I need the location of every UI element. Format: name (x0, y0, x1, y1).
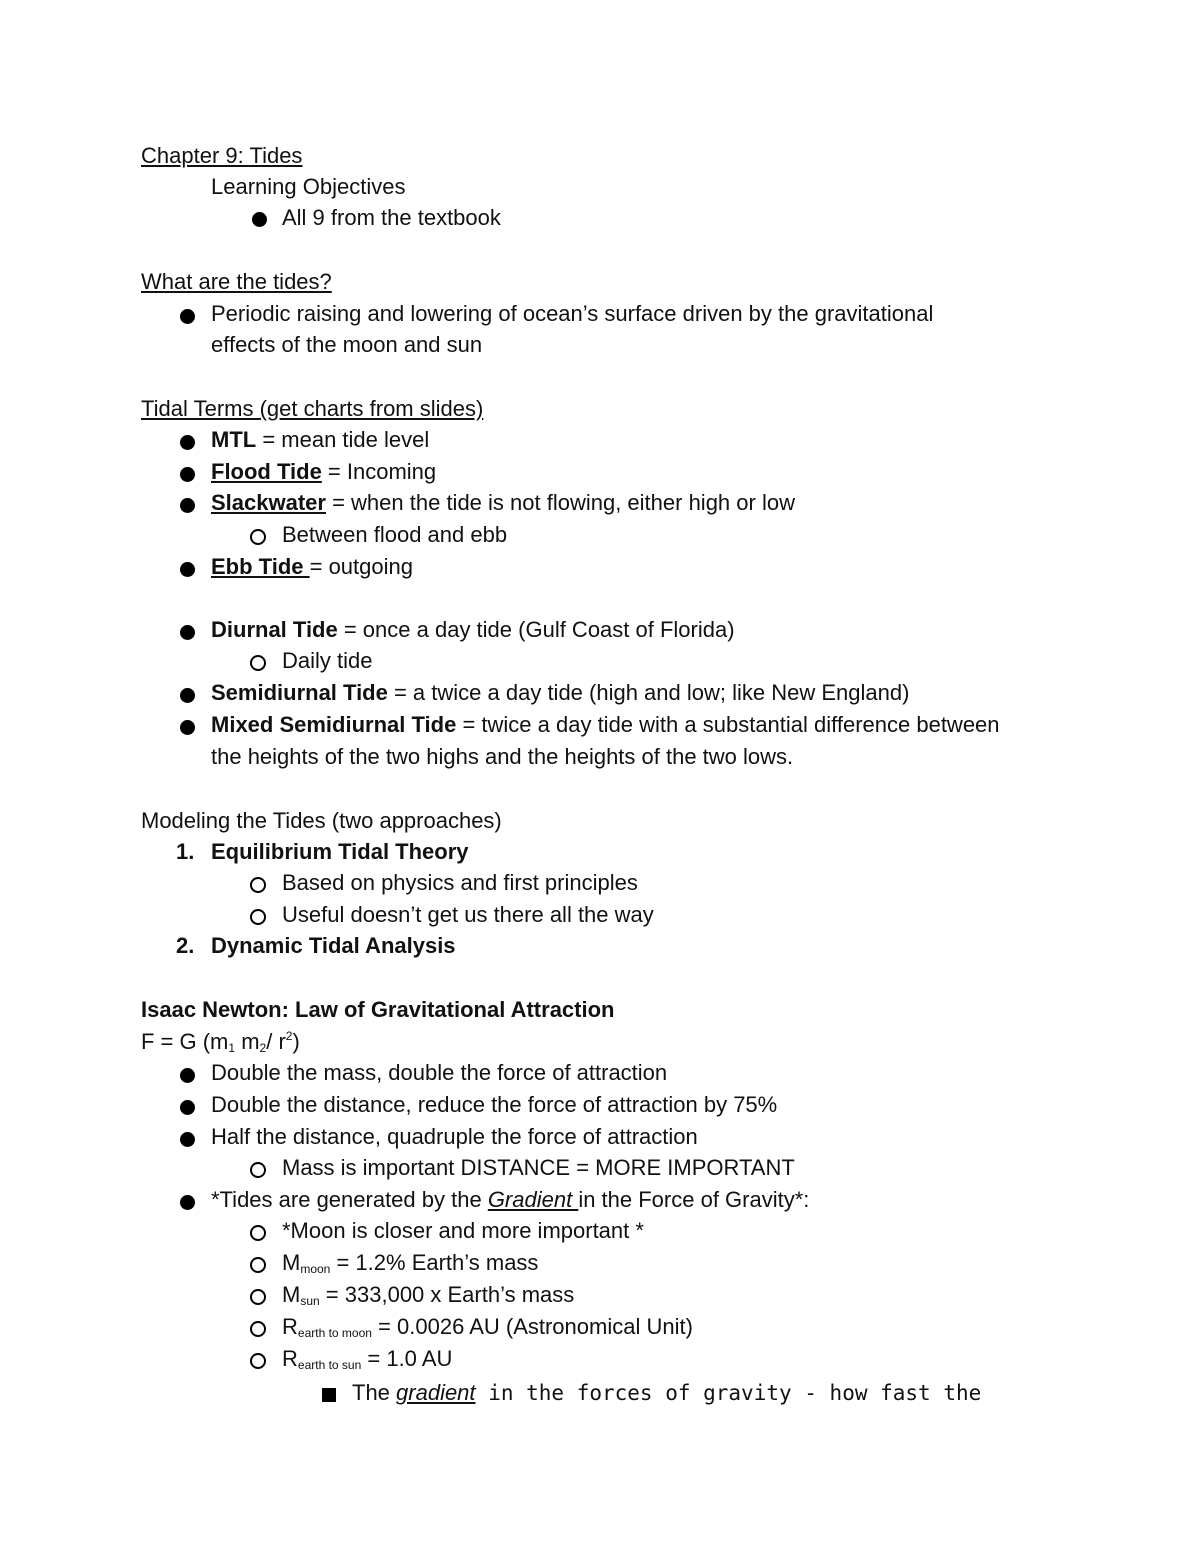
term-semidiurnal (211, 679, 909, 707)
term-mixed-definition: = twice a day tide with a substantial difference between (456, 712, 1000, 737)
term-flood-label: Flood Tide (211, 459, 322, 484)
gradient-word: gradient (396, 1380, 476, 1405)
newton-bullet-3-sub: Mass is important DISTANCE = MORE IMPORTANT (282, 1155, 795, 1180)
bullet-circle-icon (250, 1353, 266, 1369)
chapter-title: Chapter 9: Tides (141, 143, 303, 168)
bullet-disc-icon (180, 309, 195, 324)
bullet-disc-icon (180, 1195, 195, 1210)
term-slack-sub: Between flood and ebb (282, 522, 508, 547)
newton-bullet-2: Double the distance, reduce the force of attraction by 75% (211, 1092, 778, 1117)
bullet-circle-icon (250, 909, 266, 925)
modeling-item-dynamic: Dynamic Tidal Analysis (211, 933, 456, 958)
modeling-item1-sub2: Useful doesn’t get us there all the way (282, 902, 654, 927)
bullet-circle-icon (250, 1225, 266, 1241)
gradient-word: Gradient (487, 1187, 579, 1212)
term-diurnal (211, 616, 735, 644)
term-flood-tide (211, 458, 436, 486)
gradient-text: *Tides are generated by the (211, 1187, 488, 1212)
term-diurnal-definition: = once a day tide (Gulf Coast of Florida) (337, 617, 735, 642)
bullet-disc-icon (180, 1100, 195, 1115)
symbol-subscript: sun (300, 1294, 320, 1308)
bullet-circle-icon (250, 877, 266, 893)
gradient-explanation (352, 1379, 981, 1407)
term-slackwater (211, 489, 795, 517)
gravity-formula (141, 1028, 300, 1059)
formula-part: m (235, 1029, 260, 1054)
bullet-circle-icon (250, 529, 266, 545)
symbol-subscript: earth to sun (297, 1358, 362, 1372)
moon-closer-note: *Moon is closer and more important * (282, 1218, 644, 1243)
bullet-disc-icon (252, 212, 267, 227)
gradient-text: in the Force of Gravity*: (578, 1187, 810, 1212)
tidal-terms-heading: Tidal Terms (get charts from slides) (141, 396, 484, 421)
term-mtl-definition: = mean tide level (256, 427, 430, 452)
symbol-subscript: moon (300, 1262, 331, 1276)
formula-subscript: 2 (259, 1041, 267, 1055)
symbol: M (282, 1250, 301, 1275)
term-mixed-line2: the heights of the two highs and the heights of the two lows. (211, 744, 794, 769)
learning-objective-item: All 9 from the textbook (282, 205, 501, 230)
bullet-disc-icon (180, 562, 195, 577)
term-ebb-definition: = outgoing (309, 554, 413, 579)
newton-bullet-1: Double the mass, double the force of attraction (211, 1060, 668, 1085)
bullet-disc-icon (180, 467, 195, 482)
term-semi-label: Semidiurnal Tide (211, 680, 388, 705)
formula-subscript: 1 (228, 1041, 236, 1055)
symbol: M (282, 1282, 301, 1307)
what-tides-heading: What are the tides? (141, 269, 332, 294)
bullet-disc-icon (180, 625, 195, 640)
value-text: = 1.2% Earth’s mass (330, 1250, 539, 1275)
bullet-circle-icon (250, 655, 266, 671)
bullet-disc-icon (180, 435, 195, 450)
term-mixed-semidiurnal (211, 711, 1000, 739)
bullet-disc-icon (180, 720, 195, 735)
bullet-disc-icon (180, 688, 195, 703)
formula-part: ) (292, 1029, 300, 1054)
distance-earth-moon (282, 1313, 693, 1344)
term-mtl (211, 426, 429, 454)
learning-objectives-heading: Learning Objectives (211, 174, 406, 199)
symbol: R (282, 1314, 298, 1339)
symbol: R (282, 1346, 298, 1371)
newton-bullet-3: Half the distance, quadruple the force of attraction (211, 1124, 698, 1149)
value-text: = 0.0026 AU (Astronomical Unit) (371, 1314, 693, 1339)
modeling-item-equilibrium: Equilibrium Tidal Theory (211, 839, 469, 864)
formula-part: / r (266, 1029, 286, 1054)
list-number: 1. (176, 839, 195, 864)
term-slack-definition: = when the tide is not flowing, either high or low (325, 490, 795, 515)
term-ebb-tide (211, 553, 413, 581)
term-flood-definition: = Incoming (321, 459, 437, 484)
term-semi-definition: = a twice a day tide (high and low; like New England) (387, 680, 910, 705)
value-text: = 333,000 x Earth’s mass (319, 1282, 575, 1307)
mass-moon (282, 1249, 538, 1280)
term-mtl-label: MTL (211, 427, 257, 452)
gradient-explanation-mono: in the forces of gravity - how fast the (475, 1381, 982, 1405)
mass-sun (282, 1281, 574, 1312)
bullet-circle-icon (250, 1289, 266, 1305)
list-number: 2. (176, 933, 195, 958)
modeling-item1-sub1: Based on physics and first principles (282, 870, 638, 895)
modeling-heading: Modeling the Tides (two approaches) (141, 808, 502, 833)
term-diurnal-label: Diurnal Tide (211, 617, 338, 642)
term-slack-label: Slackwater (211, 490, 326, 515)
term-diurnal-sub: Daily tide (282, 648, 373, 673)
newton-bullet-4 (211, 1186, 809, 1214)
bullet-square-icon (322, 1388, 336, 1402)
bullet-disc-icon (180, 1068, 195, 1083)
formula-superscript: 2 (285, 1029, 293, 1043)
bullet-circle-icon (250, 1162, 266, 1178)
bullet-circle-icon (250, 1257, 266, 1273)
distance-earth-sun (282, 1345, 452, 1376)
value-text: = 1.0 AU (361, 1346, 453, 1371)
gradient-explanation-text: The (352, 1380, 397, 1405)
symbol-subscript: earth to moon (297, 1326, 372, 1340)
formula-part: F = G (m (141, 1029, 229, 1054)
what-tides-item-line2: effects of the moon and sun (211, 332, 483, 357)
term-mixed-label: Mixed Semidiurnal Tide (211, 712, 457, 737)
bullet-disc-icon (180, 1132, 195, 1147)
term-ebb-label: Ebb Tide (211, 554, 310, 579)
bullet-circle-icon (250, 1321, 266, 1337)
what-tides-item-line1: Periodic raising and lowering of ocean’s surface driven by the gravitational (211, 301, 934, 326)
bullet-disc-icon (180, 498, 195, 513)
newton-heading: Isaac Newton: Law of Gravitational Attraction (141, 997, 615, 1022)
